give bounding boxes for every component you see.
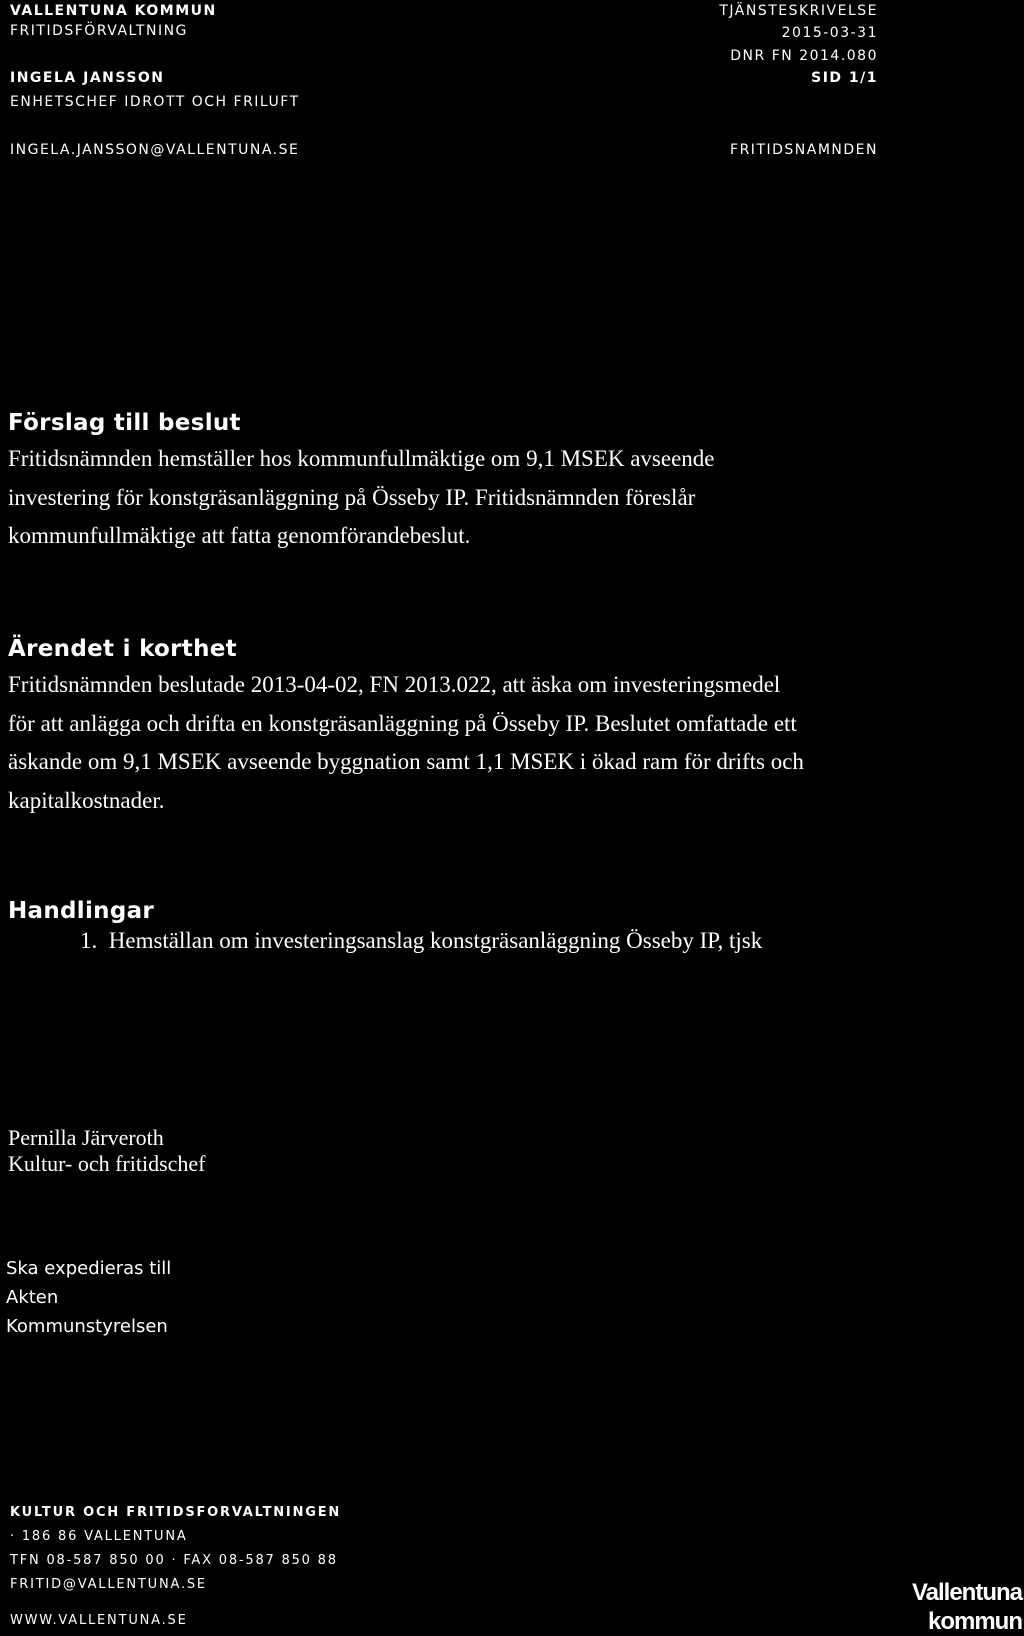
summary-body <box>8 666 998 820</box>
summary-heading: Ärendet i korthet <box>8 636 237 662</box>
summary-line: Fritidsnämnden beslutade 2013-04-02, FN 2013.022, att äska om investeringsmedel <box>8 672 781 697</box>
footer-phone: TFN 08-587 850 00 · FAX 08-587 850 88 <box>10 1553 338 1568</box>
documents-item <box>80 922 762 961</box>
documents-item-text: Hemställan om investeringsanslag konstgräsanläggning Össeby IP, tjsk <box>108 928 763 953</box>
summary-line: kapitalkostnader. <box>8 787 165 813</box>
proposal-heading: Förslag till beslut <box>8 410 241 436</box>
distribution-recipient: Kommunstyrelsen <box>6 1316 168 1337</box>
author-title: ENHETSCHEF IDROTT OCH FRILUFT <box>10 94 300 110</box>
distribution-recipient: Akten <box>6 1287 59 1308</box>
signature-title: Kultur- och fritidschef <box>8 1151 206 1176</box>
signature-name: Pernilla Järveroth <box>8 1125 164 1150</box>
author-email: INGELA.JANSSON@VALLENTUNA.SE <box>10 142 300 158</box>
documents-heading: Handlingar <box>8 898 155 924</box>
author-name: INGELA JANSSON <box>10 70 165 86</box>
footer-address: · 186 86 VALLENTUNA <box>10 1529 188 1544</box>
proposal-body <box>8 440 968 556</box>
page-number: SID 1/1 <box>811 70 878 86</box>
document-dnr: DNR FN 2014.080 <box>730 48 878 64</box>
distribution-label: Ska expedieras till <box>6 1258 172 1279</box>
document-type: TJÄNSTESKRIVELSE <box>719 3 878 19</box>
footer-web: WWW.VALLENTUNA.SE <box>10 1613 188 1628</box>
logo-line-1: Vallentuna <box>911 1579 1022 1606</box>
summary-line: för att anlägga och drifta en konstgräsanläggning på Össeby IP. Beslutet omfattade ett <box>8 710 797 736</box>
department: FRITIDSFÖRVALTNING <box>10 23 188 39</box>
footer-org: KULTUR OCH FRITIDSFORVALTNINGEN <box>10 1505 342 1520</box>
org-name: VALLENTUNA KOMMUN <box>10 3 217 19</box>
logo-line-2: kommun <box>927 1608 1022 1635</box>
proposal-line: kommunfullmäktige att fatta genomförandebeslut. <box>8 523 471 548</box>
documents-item-number: 1. <box>80 928 98 953</box>
vallentuna-logo <box>912 1578 1022 1636</box>
footer-email: FRITID@VALLENTUNA.SE <box>10 1577 207 1592</box>
summary-line: äskande om 9,1 MSEK avseende byggnation samt 1,1 MSEK i ökad ram för drifts och <box>8 749 804 774</box>
proposal-line: Fritidsnämnden hemställer hos kommunfullmäktige om 9,1 MSEK avseende <box>8 446 715 471</box>
document-date: 2015-03-31 <box>781 25 878 41</box>
proposal-line: investering för konstgräsanläggning på Össeby IP. Fritidsnämnden föreslår <box>8 484 696 510</box>
recipient: FRITIDSNAMNDEN <box>730 142 878 158</box>
